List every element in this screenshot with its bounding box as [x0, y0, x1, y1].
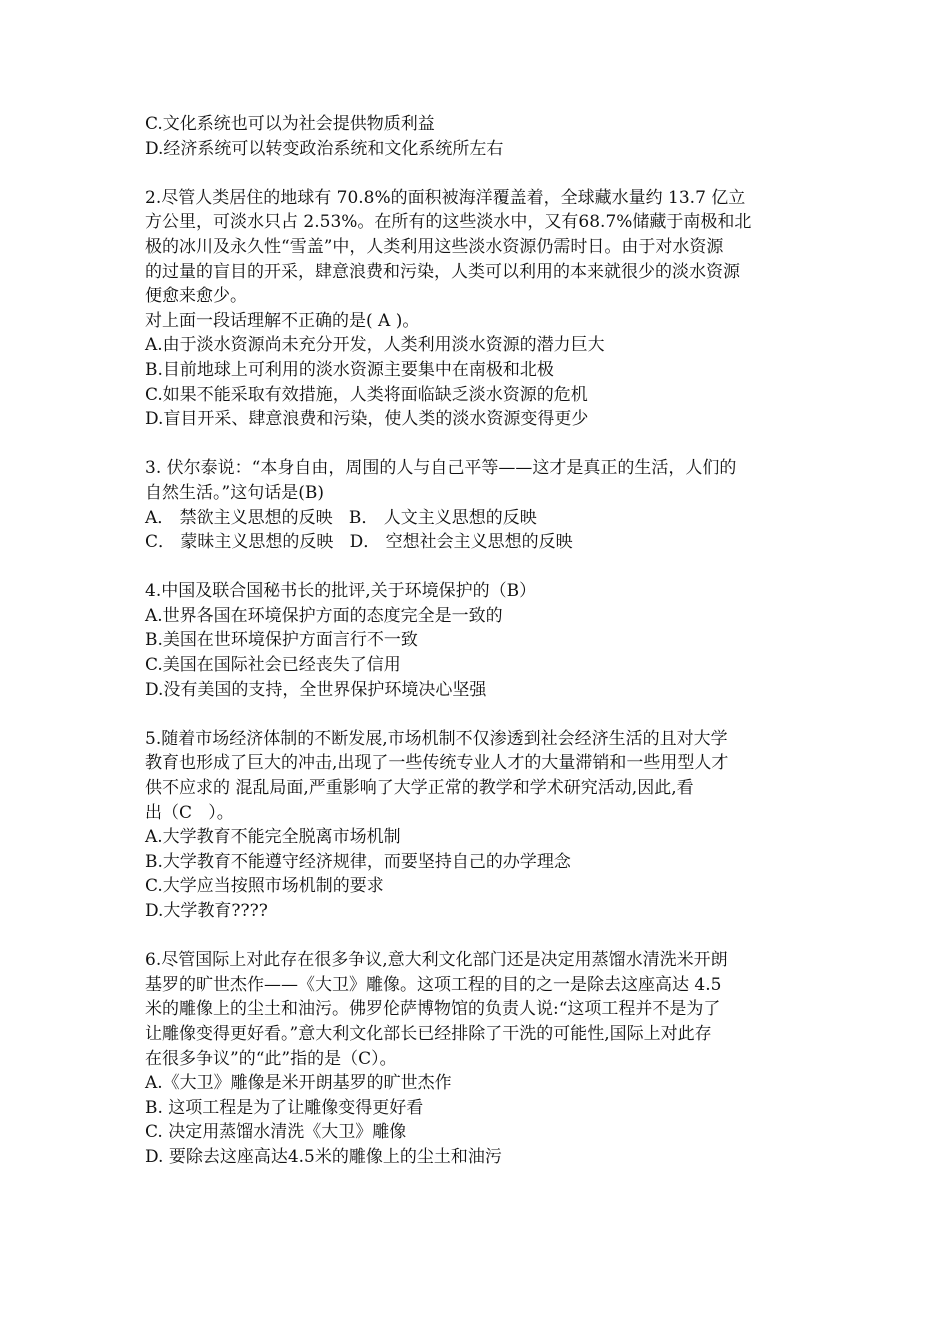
question-text-line: 供不应求的 混乱局面,严重影响了大学正常的教学和学术研究活动,因此,看 [145, 778, 694, 799]
option-d: D.没有美国的支持，全世界保护环境决心坚强 [145, 679, 487, 700]
question-text-line: 让雕像变得更好看。”意大利文化部长已经排除了干洗的可能性,国际上对此存 [145, 1023, 712, 1044]
question-text-line: 4.中国及联合国秘书长的批评,关于环境保护的（B） [145, 581, 537, 602]
option-a: A.由于淡水资源尚未充分开发，人类利用淡水资源的潜力巨大 [145, 335, 605, 356]
option-b: B. 这项工程是为了让雕像变得更好看 [145, 1097, 424, 1118]
question-text-line: 自然生活。”这句话是(B) [145, 482, 324, 503]
question-text-line: 出（C ）。 [145, 802, 234, 823]
option-b: B.美国在世环境保护方面言行不一致 [145, 630, 418, 651]
question-text-line: 6.尽管国际上对此存在很多争议,意大利文化部门还是决定用蒸馏水清洗米开朗 [145, 950, 728, 971]
option-c: C. 决定用蒸馏水清洗《大卫》雕像 [145, 1122, 407, 1143]
option-c: C.如果不能采取有效措施，人类将面临缺乏淡水资源的危机 [145, 384, 588, 405]
option-b: B.大学教育不能遵守经济规律，而要坚持自己的办学理念 [145, 851, 571, 872]
question-prompt: 在很多争议”的“此”指的是（C）。 [145, 1048, 397, 1069]
question-1-options-tail [145, 112, 865, 161]
question-6 [145, 948, 865, 1169]
option-a: A.《大卫》雕像是米开朗基罗的旷世杰作 [145, 1073, 452, 1094]
question-2 [145, 186, 865, 432]
question-text-line: 基罗的旷世杰作——《大卫》雕像。这项工程的目的之一是除去这座高达 4.5 [145, 974, 722, 995]
option-c: C.美国在国际社会已经丧失了信用 [145, 655, 401, 676]
question-5 [145, 727, 865, 924]
option-d: D.经济系统可以转变政治系统和文化系统所左右 [145, 138, 504, 159]
question-4 [145, 579, 865, 702]
question-text-line: 2.尽管人类居住的地球有 70.8%的面积被海洋覆盖着，全球藏水量约 13.7 亿立 [145, 187, 746, 208]
question-text-line: 5.随着市场经济体制的不断发展,市场机制不仅渗透到社会经济生活的且对大学 [145, 728, 728, 749]
question-text-line: 3. 伏尔泰说：“本身自由，周围的人与自己平等——这才是真正的生活，人们的 [145, 458, 737, 479]
option-a: A.世界各国在环境保护方面的态度完全是一致的 [145, 605, 503, 626]
options-c-d: C． 蒙昧主义思想的反映 D． 空想社会主义思想的反映 [145, 532, 573, 553]
option-c: C.大学应当按照市场机制的要求 [145, 876, 384, 897]
question-text-line: 教育也形成了巨大的冲击,出现了一些传统专业人才的大量滞销和一些用型人才 [145, 753, 729, 774]
options-a-b: A． 禁欲主义思想的反映 B． 人文主义思想的反映 [145, 507, 537, 528]
question-text-line: 的过量的盲目的开采，肆意浪费和污染，人类可以利用的本来就很少的淡水资源 [145, 261, 740, 282]
document-page [145, 112, 865, 1194]
question-3 [145, 456, 865, 554]
option-d: D.盲目开采、肆意浪费和污染，使人类的淡水资源变得更少 [145, 409, 589, 430]
option-b: B.目前地球上可利用的淡水资源主要集中在南极和北极 [145, 359, 554, 380]
option-d: D. 要除去这座高达4.5米的雕像上的尘土和油污 [145, 1146, 502, 1167]
question-text-line: 极的冰川及永久性“雪盖”中，人类利用这些淡水资源仍需时日。由于对水资源 [145, 236, 724, 257]
option-d: D.大学教育???? [145, 901, 268, 921]
option-c: C.文化系统也可以为社会提供物质利益 [145, 114, 435, 134]
question-text-line: 方公里，可淡水只占 2.53%。在所有的这些淡水中，又有68.7%储藏于南极和北 [145, 212, 752, 233]
question-text-line: 米的雕像上的尘土和油污。佛罗伦萨博物馆的负责人说:“这项工程并不是为了 [145, 999, 721, 1020]
question-prompt: 对上面一段话理解不正确的是( A )。 [145, 310, 420, 331]
option-a: A.大学教育不能完全脱离市场机制 [145, 827, 401, 848]
question-text-line: 便愈来愈少。 [145, 286, 247, 307]
